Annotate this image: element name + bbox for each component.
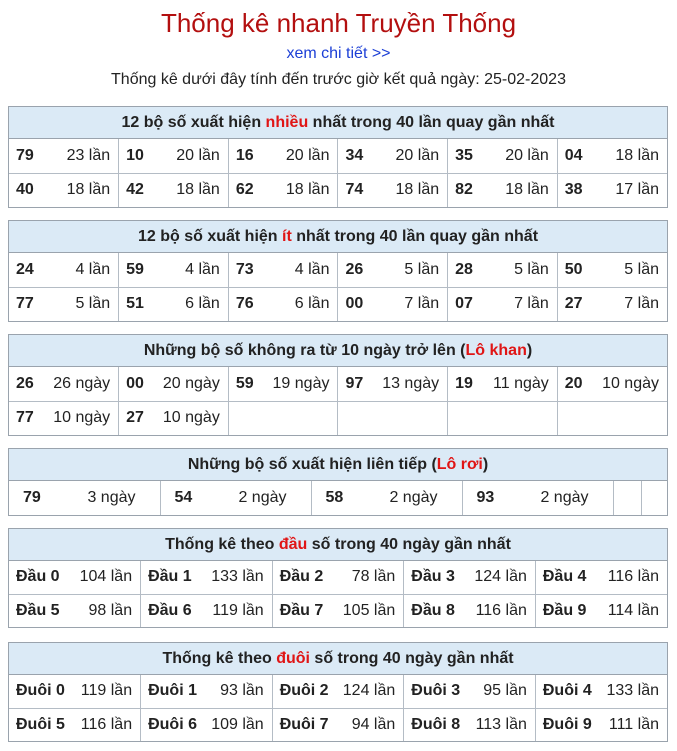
dau-section <box>8 528 668 628</box>
stats-table <box>9 675 667 741</box>
stat-number: Đuôi 3 <box>411 682 461 700</box>
stat-cell <box>557 173 667 207</box>
stat-count: 2 ngày <box>238 489 287 506</box>
section-heading <box>9 335 667 367</box>
stat-count: 20 ngày <box>162 374 220 392</box>
stat-count: 4 lần <box>185 260 220 278</box>
stat-cell <box>338 253 448 287</box>
heading-text: 12 bộ số xuất hiện <box>137 228 282 245</box>
stat-number: 19 <box>455 374 473 392</box>
stat-count: 20 lần <box>505 146 549 164</box>
stat-number: 76 <box>235 295 254 313</box>
least-frequent-section <box>8 220 668 322</box>
heading-highlight: ít <box>282 228 292 245</box>
stat-number: 59 <box>126 260 144 278</box>
stat-cell <box>557 367 667 401</box>
stat-number: Đầu 2 <box>279 568 324 586</box>
stat-count: 114 lần <box>607 601 659 619</box>
stat-cell <box>228 253 338 287</box>
stats-table <box>9 561 667 627</box>
stat-count: 5 lần <box>404 260 440 278</box>
stats-table <box>9 367 667 435</box>
heading-text: số trong 40 ngày gần nhất <box>307 536 511 553</box>
stat-count: 5 lần <box>624 260 659 278</box>
stat-number: Đầu 0 <box>16 568 60 586</box>
stat-number: 28 <box>455 260 473 278</box>
stat-count: 105 lần <box>342 601 396 619</box>
stat-cell <box>272 561 404 594</box>
stat-count: 23 lần <box>66 146 111 164</box>
stat-count: 18 lần <box>66 181 111 199</box>
stat-count: 116 lần <box>80 715 133 733</box>
heading-text: Những bộ số xuất hiện liên tiếp ( <box>187 456 437 473</box>
stat-cell <box>535 594 667 627</box>
empty-cell <box>228 401 338 435</box>
stat-cell <box>9 675 141 708</box>
stat-cell <box>404 561 536 594</box>
lo-roi-section <box>8 448 668 516</box>
stat-cell <box>535 675 667 708</box>
stat-number: Đuôi 5 <box>16 715 65 733</box>
stat-number: 40 <box>16 181 34 199</box>
stats-table <box>9 481 667 515</box>
stat-cell <box>448 287 558 321</box>
stat-number: Đuôi 1 <box>148 682 197 700</box>
stat-cell <box>228 367 338 401</box>
stat-number: 50 <box>564 260 583 278</box>
stat-count: 10 ngày <box>602 374 659 392</box>
stat-cell <box>535 708 667 741</box>
stat-number: 27 <box>126 409 144 427</box>
stat-number: Đuôi 2 <box>279 682 329 700</box>
stat-count: 18 lần <box>395 181 440 199</box>
stat-number: Đầu 1 <box>148 568 192 586</box>
stat-count: 18 lần <box>176 181 220 199</box>
stat-count: 18 lần <box>615 146 659 164</box>
stat-number: 42 <box>126 181 144 199</box>
stat-cell <box>448 173 558 207</box>
stat-count: 111 lần <box>608 715 659 733</box>
most-frequent-section <box>8 106 668 208</box>
stat-number: 27 <box>564 295 583 313</box>
stat-number: 00 <box>126 374 144 392</box>
heading-text: Những bộ số không ra từ 10 ngày trở lên ( <box>143 342 466 359</box>
stat-cell <box>141 594 273 627</box>
stat-number: Đầu 5 <box>16 601 60 619</box>
section-heading <box>9 449 667 481</box>
heading-text: Thống kê theo <box>162 650 277 667</box>
stat-cell <box>272 594 404 627</box>
stat-count: 113 lần <box>475 715 527 733</box>
lo-khan-section <box>8 334 668 436</box>
stat-number: 73 <box>235 260 254 278</box>
stat-count: 119 lần <box>212 601 264 619</box>
stat-count: 11 ngày <box>493 374 549 392</box>
stat-cell <box>448 139 558 173</box>
heading-text: 12 bộ số xuất hiện <box>121 114 266 131</box>
empty-cell <box>448 401 558 435</box>
heading-text: nhất trong 40 lần quay gần nhất <box>291 228 539 245</box>
stat-number: 10 <box>126 146 144 164</box>
stat-cell <box>9 708 141 741</box>
stat-number: 20 <box>564 374 583 392</box>
stat-cell <box>9 253 119 287</box>
stat-cell <box>448 253 558 287</box>
stat-number: 62 <box>235 181 254 199</box>
stat-cell <box>160 481 311 515</box>
stat-number: 07 <box>455 295 473 313</box>
stat-count: 78 lần <box>351 568 396 586</box>
empty-cell <box>613 481 641 515</box>
stat-number: 54 <box>174 489 193 506</box>
heading-highlight: Lô khan <box>465 342 527 359</box>
heading-highlight: nhiều <box>265 114 309 131</box>
stat-count: 6 lần <box>185 295 220 313</box>
stat-number: Đuôi 6 <box>148 715 197 733</box>
stat-cell <box>448 367 558 401</box>
heading-text: nhất trong 40 lần quay gần nhất <box>308 114 555 131</box>
stat-count: 133 lần <box>606 682 659 700</box>
stat-cell <box>9 173 119 207</box>
heading-text: ) <box>482 456 489 473</box>
stat-number: Đuôi 4 <box>542 682 592 700</box>
stat-count: 116 lần <box>475 601 527 619</box>
stat-count: 18 lần <box>505 181 549 199</box>
stat-number: Đầu 8 <box>411 601 455 619</box>
heading-text: Thống kê theo <box>165 536 279 553</box>
stat-count: 5 lần <box>75 295 111 313</box>
stat-count: 95 lần <box>483 682 527 700</box>
heading-highlight: đuôi <box>276 650 310 667</box>
stat-cell <box>338 367 448 401</box>
stat-count: 109 lần <box>211 715 264 733</box>
section-heading <box>9 221 667 253</box>
stat-cell <box>338 173 448 207</box>
stat-number: 51 <box>126 295 144 313</box>
stat-count: 2 ngày <box>540 489 589 506</box>
stat-cell <box>228 173 338 207</box>
stat-number: 59 <box>235 374 254 392</box>
stat-number: 79 <box>23 489 41 506</box>
stat-cell <box>535 561 667 594</box>
stat-cell <box>338 287 448 321</box>
stat-number: 82 <box>455 181 473 199</box>
empty-cell <box>641 481 667 515</box>
stat-count: 19 ngày <box>272 374 330 392</box>
empty-cell <box>557 401 667 435</box>
stat-count: 7 lần <box>624 295 659 313</box>
heading-text: số trong 40 ngày gần nhất <box>309 650 514 667</box>
stat-count: 104 lần <box>79 568 133 586</box>
stat-count: 93 lần <box>220 682 264 700</box>
empty-cell <box>338 401 448 435</box>
stat-count: 124 lần <box>474 568 527 586</box>
stats-table <box>9 139 667 207</box>
stat-count: 7 lần <box>404 295 440 313</box>
stat-cell <box>119 401 229 435</box>
duoi-section <box>8 642 668 742</box>
stat-count: 4 lần <box>294 260 330 278</box>
stat-count: 17 lần <box>615 181 659 199</box>
stat-count: 5 lần <box>514 260 549 278</box>
stat-cell <box>9 594 141 627</box>
stat-cell <box>141 675 273 708</box>
stat-number: 97 <box>345 374 364 392</box>
stat-count: 98 lần <box>88 601 133 619</box>
stat-count: 13 ngày <box>382 374 440 392</box>
stat-count: 10 ngày <box>53 409 111 427</box>
stat-cell <box>557 253 667 287</box>
stat-number: 34 <box>345 146 364 164</box>
stat-cell <box>119 253 229 287</box>
stat-count: 26 ngày <box>53 374 111 392</box>
stat-number: 16 <box>235 146 254 164</box>
section-heading <box>9 107 667 139</box>
stat-number: 74 <box>345 181 364 199</box>
stat-count: 119 lần <box>80 682 133 700</box>
section-heading <box>9 643 667 675</box>
stat-number: Đuôi 7 <box>279 715 329 733</box>
stat-cell <box>404 675 536 708</box>
stat-cell <box>228 139 338 173</box>
stat-number: Đầu 4 <box>542 568 587 586</box>
stat-count: 94 lần <box>351 715 396 733</box>
stat-number: 26 <box>345 260 364 278</box>
stat-cell <box>9 287 119 321</box>
stat-number: Đầu 9 <box>542 601 587 619</box>
stat-count: 2 ngày <box>389 489 438 506</box>
stat-number: 04 <box>564 146 583 164</box>
page-subtitle: Thống kê dưới đây tính đến trước giờ kết quả ngày: 25-02-2023 <box>111 71 566 88</box>
stat-number: 93 <box>476 489 495 506</box>
stat-cell <box>557 287 667 321</box>
stat-count: 20 lần <box>285 146 330 164</box>
section-heading <box>9 529 667 561</box>
stat-cell <box>9 401 119 435</box>
heading-highlight: đầu <box>278 536 308 553</box>
stat-cell <box>272 675 404 708</box>
stat-number: 00 <box>345 295 364 313</box>
stat-count: 20 lần <box>395 146 440 164</box>
stat-cell <box>119 367 229 401</box>
stats-table <box>9 253 667 321</box>
stat-count: 6 lần <box>294 295 330 313</box>
stat-count: 116 lần <box>607 568 659 586</box>
stat-cell <box>9 367 119 401</box>
page-title: Thống kê nhanh Truyền Thống <box>160 8 517 38</box>
detail-link[interactable]: xem chi tiết >> <box>286 45 391 62</box>
stat-cell <box>119 287 229 321</box>
heading-highlight: Lô rơi <box>436 456 483 473</box>
heading-text: ) <box>526 342 533 359</box>
stat-cell <box>228 287 338 321</box>
stat-count: 10 ngày <box>162 409 220 427</box>
stat-cell <box>404 708 536 741</box>
stat-count: 7 lần <box>514 295 549 313</box>
stat-cell <box>141 561 273 594</box>
stat-number: 58 <box>325 489 344 506</box>
stat-count: 133 lần <box>211 568 264 586</box>
stat-number: 79 <box>16 146 34 164</box>
stat-cell <box>119 139 229 173</box>
stat-cell <box>141 708 273 741</box>
stat-cell <box>462 481 613 515</box>
stat-number: 77 <box>16 295 34 313</box>
stat-number: Đầu 7 <box>279 601 324 619</box>
stat-count: 20 lần <box>176 146 220 164</box>
stat-number: 26 <box>16 374 34 392</box>
stat-cell <box>338 139 448 173</box>
stat-count: 3 ngày <box>87 489 136 506</box>
stat-number: 77 <box>16 409 34 427</box>
stat-number: Đầu 6 <box>148 601 192 619</box>
stat-number: Đầu 3 <box>411 568 455 586</box>
stat-cell <box>9 139 119 173</box>
stat-number: 24 <box>16 260 34 278</box>
stat-cell <box>311 481 462 515</box>
stat-number: 35 <box>455 146 473 164</box>
stat-cell <box>557 139 667 173</box>
stat-cell <box>9 481 160 515</box>
stat-number: Đuôi 0 <box>16 682 65 700</box>
stat-number: Đuôi 9 <box>542 715 592 733</box>
stat-cell <box>404 594 536 627</box>
stat-cell <box>9 561 141 594</box>
stat-count: 18 lần <box>285 181 330 199</box>
stat-cell <box>272 708 404 741</box>
stat-count: 124 lần <box>342 682 396 700</box>
stat-number: Đuôi 8 <box>411 715 461 733</box>
stat-number: 38 <box>564 181 583 199</box>
stat-cell <box>119 173 229 207</box>
stat-count: 4 lần <box>75 260 111 278</box>
